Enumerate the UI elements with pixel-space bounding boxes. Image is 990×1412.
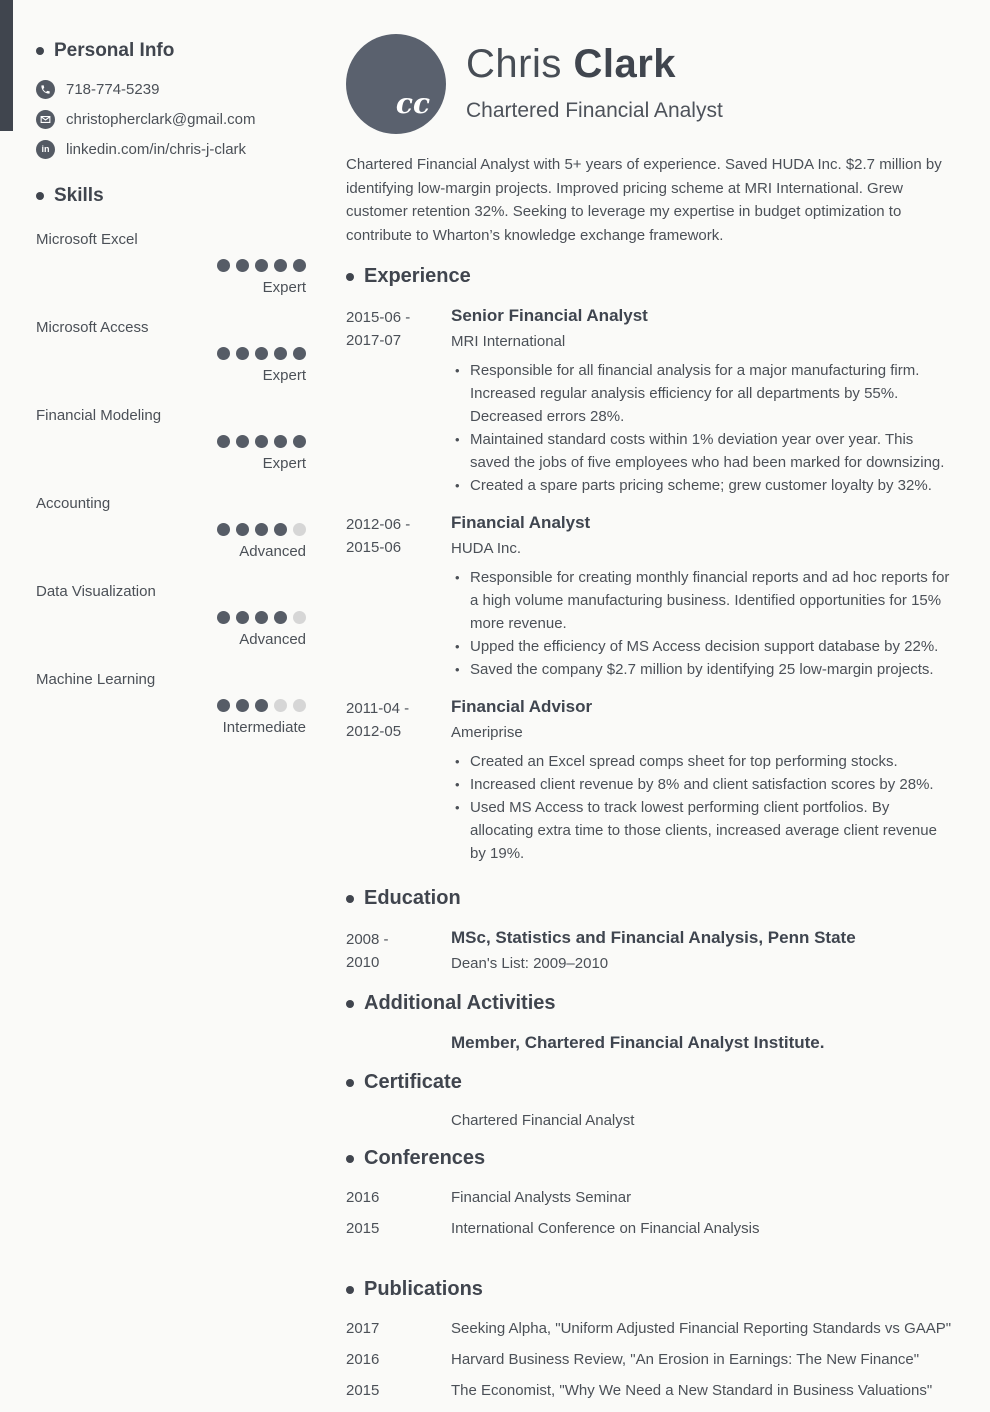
entry-date: 2008 - 2010 <box>346 931 389 971</box>
entry-date: 2012-06 - 2015-06 <box>346 516 411 556</box>
entry-company: Ameriprise <box>451 724 523 741</box>
entry-title: Senior Financial Analyst <box>451 306 648 325</box>
publication-row <box>346 1319 952 1338</box>
email-icon <box>36 110 55 129</box>
skill-item <box>36 583 306 648</box>
degree-title: MSc, Statistics and Financial Analysis, Penn State <box>451 928 856 947</box>
heading-bullet-icon <box>346 1286 354 1294</box>
skill-rating-dots <box>36 611 306 624</box>
bullet-item: • Created a spare parts pricing scheme; grew customer loyalty by 32%. <box>451 474 952 497</box>
heading-bullet-icon <box>346 1155 354 1163</box>
rating-dot-filled <box>236 347 249 360</box>
last-name: Clark <box>573 42 677 86</box>
rating-dot-filled <box>217 259 230 272</box>
entry-date: 2015-06 - 2017-07 <box>346 309 411 349</box>
rating-dot-empty <box>293 611 306 624</box>
phone-icon <box>36 80 55 99</box>
bullet-icon: • <box>455 777 460 792</box>
conference-row <box>346 1188 952 1207</box>
entry-bullets <box>451 566 952 681</box>
contact-linkedin <box>36 140 306 159</box>
rating-dot-filled <box>255 347 268 360</box>
personal-info-title: Personal Info <box>54 40 175 61</box>
rating-dot-filled <box>217 435 230 448</box>
conference-year: 2015 <box>346 1220 380 1237</box>
certificate-content: Chartered Financial Analyst <box>451 1112 635 1129</box>
skill-level: Expert <box>262 455 306 472</box>
rating-dot-filled <box>217 611 230 624</box>
rating-dot-filled <box>274 611 287 624</box>
skill-rating-dots <box>36 259 306 272</box>
main-column <box>346 34 952 1412</box>
bullet-icon: • <box>455 662 460 677</box>
resume-header <box>346 34 952 134</box>
publication-year: 2017 <box>346 1320 380 1337</box>
phone-number: 718-774-5239 <box>66 81 160 98</box>
heading-bullet-icon <box>36 192 44 200</box>
rating-dot-filled <box>236 435 249 448</box>
skill-item <box>36 231 306 296</box>
name-block <box>466 34 723 123</box>
rating-dot-filled <box>236 259 249 272</box>
skills-heading <box>36 185 306 207</box>
job-title: Chartered Financial Analyst <box>466 99 723 122</box>
skill-rating-dots <box>36 523 306 536</box>
publication-title: Seeking Alpha, "Uniform Adjusted Financial Reporting Standards vs GAAP" <box>451 1320 952 1337</box>
entry-body <box>451 697 952 865</box>
conference-name: International Conference on Financial Analysis <box>451 1220 760 1237</box>
contact-phone <box>36 80 306 99</box>
rating-dot-filled <box>293 347 306 360</box>
bullet-item: • Maintained standard costs within 1% deviation year over year. This saved the jobs of five employees who had been marked for downsizing. <box>451 428 952 474</box>
skill-name: Microsoft Excel <box>36 231 138 248</box>
bullet-icon: • <box>455 478 460 493</box>
skill-level: Expert <box>262 279 306 296</box>
rating-dot-filled <box>236 611 249 624</box>
rating-dot-filled <box>217 523 230 536</box>
entry-company: HUDA Inc. <box>451 540 522 557</box>
skill-item <box>36 495 306 560</box>
skill-name: Accounting <box>36 495 111 512</box>
skill-item <box>36 671 306 736</box>
skill-rating-dots <box>36 699 306 712</box>
experience-entry <box>346 697 952 865</box>
rating-dot-empty <box>293 523 306 536</box>
experience-heading: Experience <box>346 265 952 288</box>
experience-entry <box>346 306 952 497</box>
rating-dot-filled <box>255 699 268 712</box>
rating-dot-filled <box>274 435 287 448</box>
publications-heading: Publications <box>346 1278 952 1301</box>
skill-level: Expert <box>262 367 306 384</box>
bullet-item: • Used MS Access to track lowest performing client portfolios. By allocating extra time to those clients, increased average client revenue by 19%. <box>451 796 952 865</box>
bullet-icon: • <box>455 639 460 654</box>
entry-company: MRI International <box>451 333 566 350</box>
rating-dot-filled <box>255 523 268 536</box>
additional-activities-heading: Additional Activities <box>346 992 952 1015</box>
entry-body <box>451 306 952 497</box>
first-name: Chris <box>466 42 562 86</box>
entry-bullets <box>451 750 952 865</box>
page-title <box>466 42 723 87</box>
rating-dot-filled <box>274 347 287 360</box>
skill-level: Advanced <box>239 631 306 648</box>
rating-dot-filled <box>274 523 287 536</box>
conference-row <box>346 1219 952 1238</box>
rating-dot-filled <box>255 435 268 448</box>
entry-body <box>451 928 952 974</box>
publication-title: The Economist, "Why We Need a New Standard in Business Valuations" <box>451 1382 933 1399</box>
bullet-item: • Upped the efficiency of MS Access decision support database by 22%. <box>451 635 952 658</box>
bullet-icon: • <box>455 432 460 447</box>
rating-dot-filled <box>255 611 268 624</box>
skill-level: Advanced <box>239 543 306 560</box>
education-detail: Dean's List: 2009–2010 <box>451 955 609 972</box>
bullet-item: • Increased client revenue by 8% and client satisfaction scores by 28%. <box>451 773 952 796</box>
rating-dot-filled <box>293 259 306 272</box>
rating-dot-empty <box>274 699 287 712</box>
publication-year: 2016 <box>346 1351 380 1368</box>
education-heading: Education <box>346 887 952 910</box>
linkedin-icon: in <box>36 140 55 159</box>
personal-info-heading <box>36 40 306 62</box>
bullet-item: • Created an Excel spread comps sheet for top performing stocks. <box>451 750 952 773</box>
contact-email <box>36 110 306 129</box>
heading-bullet-icon <box>346 895 354 903</box>
entry-title: Financial Advisor <box>451 697 593 716</box>
conference-name: Financial Analysts Seminar <box>451 1189 632 1206</box>
avatar-initials: cc <box>395 87 430 120</box>
skill-item <box>36 407 306 472</box>
publication-year: 2015 <box>346 1382 380 1399</box>
heading-bullet-icon <box>346 1079 354 1087</box>
additional-activities-content: Member, Chartered Financial Analyst Institute. <box>451 1033 825 1052</box>
entry-date: 2011-04 - 2012-05 <box>346 700 410 740</box>
skill-rating-dots <box>36 347 306 360</box>
linkedin-url: linkedin.com/in/chris-j-clark <box>66 141 247 158</box>
experience-entry <box>346 513 952 681</box>
bullet-item: • Responsible for all financial analysis for a major manufacturing firm. Increased regular analysis efficiency for all departments by 55%. Decreased errors 28%. <box>451 359 952 428</box>
rating-dot-filled <box>236 523 249 536</box>
heading-bullet-icon <box>36 47 44 55</box>
rating-dot-empty <box>293 699 306 712</box>
rating-dot-filled <box>217 347 230 360</box>
rating-dot-filled <box>255 259 268 272</box>
publication-title: Harvard Business Review, "An Erosion in Earnings: The New Finance" <box>451 1351 920 1368</box>
bullet-icon: • <box>455 570 460 585</box>
bullet-item: • Saved the company $2.7 million by identifying 25 low-margin projects. <box>451 658 952 681</box>
skill-name: Data Visualization <box>36 583 156 600</box>
heading-bullet-icon <box>346 1000 354 1008</box>
conference-year: 2016 <box>346 1189 380 1206</box>
skill-item <box>36 319 306 384</box>
skill-level: Intermediate <box>222 719 306 736</box>
bullet-item: • Responsible for creating monthly financial reports and ad hoc reports for a high volume manufacturing business. Identified opportunities for 15% more revenue. <box>451 566 952 635</box>
avatar <box>346 34 446 134</box>
rating-dot-filled <box>293 435 306 448</box>
rating-dot-filled <box>274 259 287 272</box>
entry-title: Financial Analyst <box>451 513 591 532</box>
entry-body <box>451 513 952 681</box>
bullet-icon: • <box>455 800 460 815</box>
certificate-heading: Certificate <box>346 1071 952 1094</box>
skill-name: Financial Modeling <box>36 407 162 424</box>
conferences-heading: Conferences <box>346 1147 952 1170</box>
skill-rating-dots <box>36 435 306 448</box>
accent-bar <box>0 0 13 131</box>
email-address: christopherclark@gmail.com <box>66 111 256 128</box>
bullet-icon: • <box>455 754 460 769</box>
skill-name: Microsoft Access <box>36 319 149 336</box>
bullet-icon: • <box>455 363 460 378</box>
skill-name: Machine Learning <box>36 671 156 688</box>
publication-row <box>346 1350 952 1369</box>
skills-title: Skills <box>54 185 104 206</box>
entry-bullets <box>451 359 952 497</box>
education-entry <box>346 928 952 974</box>
summary-paragraph: Chartered Financial Analyst with 5+ years of experience. Saved HUDA Inc. $2.7 million by identifying low-margin projects. Improved pricing scheme at MRI International. Grew customer retention 32%. Seeking to leverage my expertise in budget optimization to contribute to Wharton’s knowledge exchange framework. <box>346 156 942 244</box>
publication-row <box>346 1381 952 1400</box>
sidebar <box>36 40 306 759</box>
rating-dot-filled <box>236 699 249 712</box>
heading-bullet-icon <box>346 273 354 281</box>
rating-dot-filled <box>217 699 230 712</box>
